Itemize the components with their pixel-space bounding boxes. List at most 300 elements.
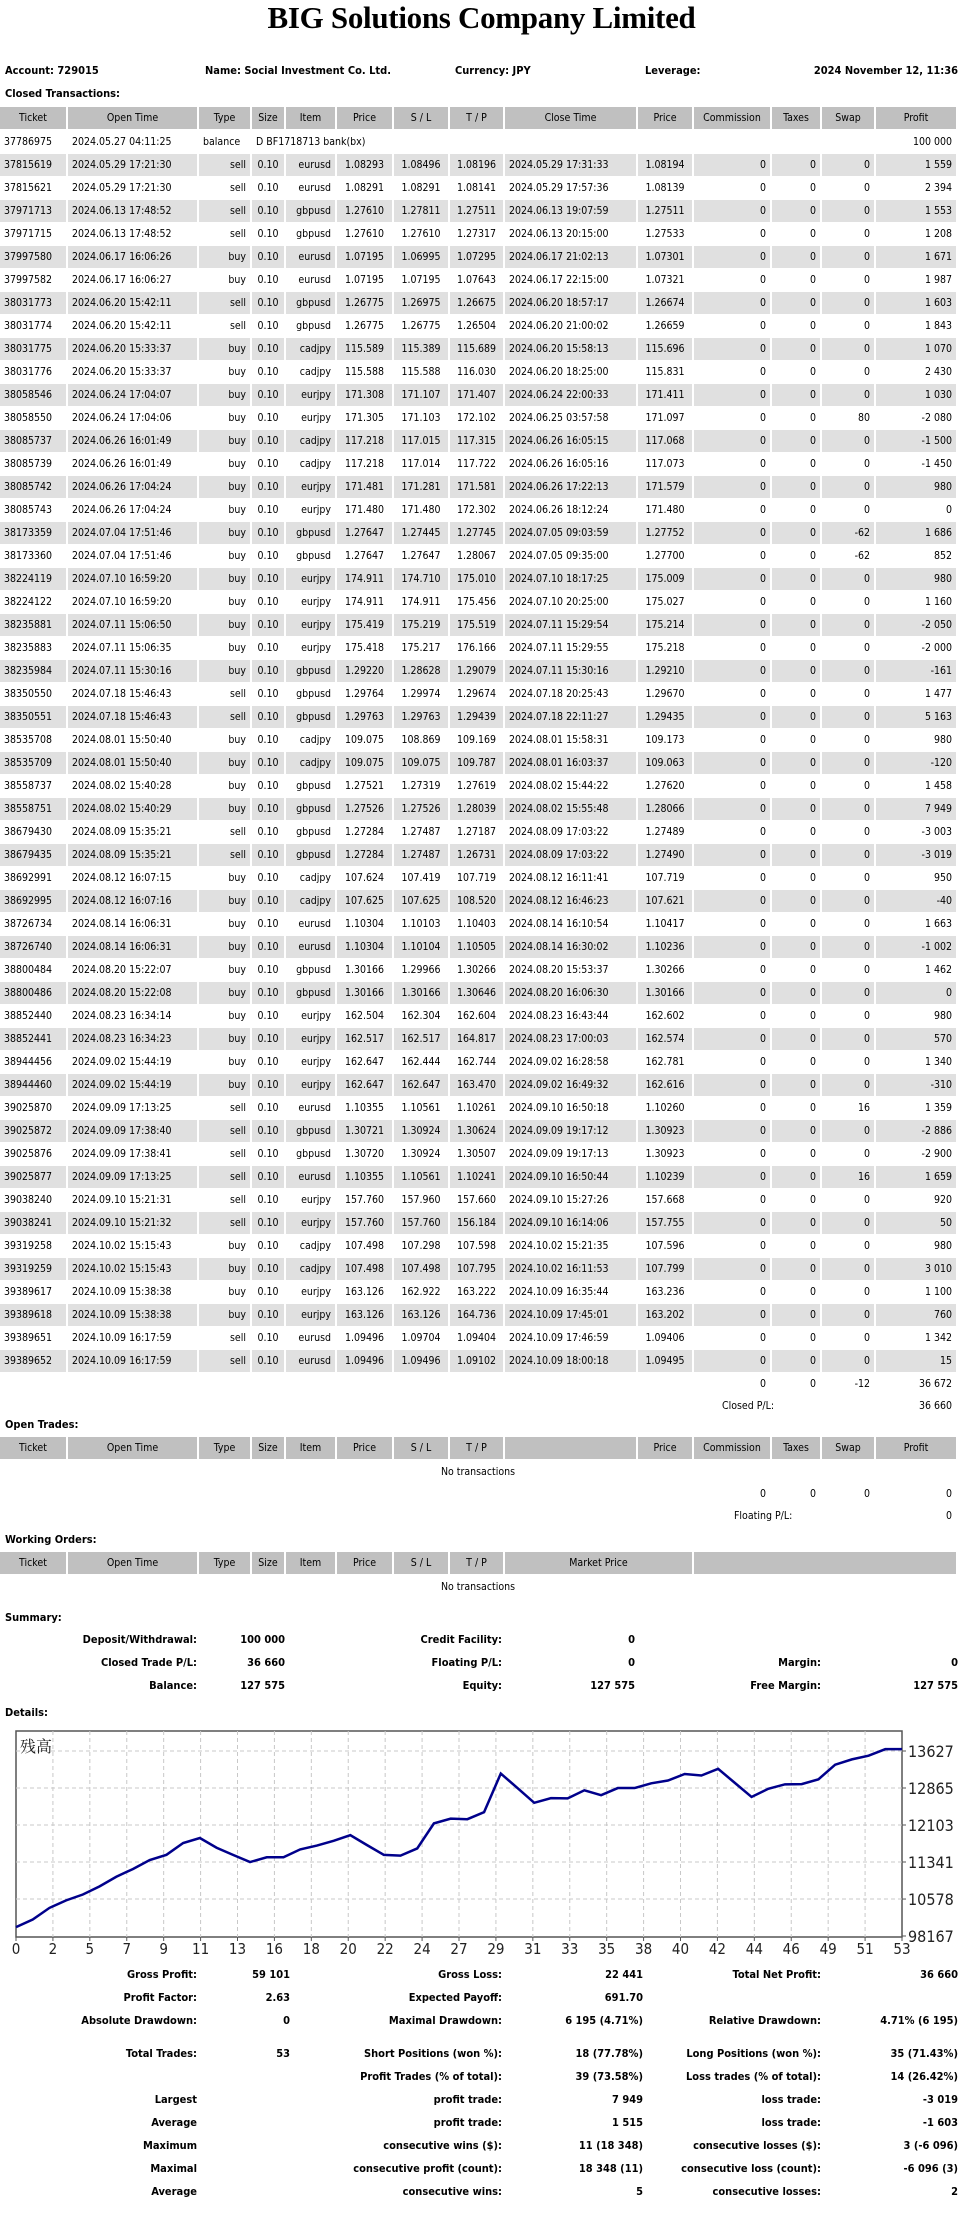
size-cell: 0.10 — [251, 476, 285, 499]
column-header[interactable]: Price — [637, 107, 693, 130]
column-header[interactable]: Ticket — [0, 1437, 67, 1460]
stat-value: 18 (77.78%) — [575, 2047, 643, 2060]
empty-message: No transactions — [0, 1575, 957, 1598]
x-tick-label: 2 — [48, 1940, 58, 1957]
swap-cell: 0 — [821, 1074, 875, 1097]
close-price-cell: 117.068 — [637, 430, 693, 453]
size-cell: 0.10 — [251, 453, 285, 476]
stat-value: 14 (26.42%) — [890, 2070, 958, 2083]
table-header-row — [0, 1437, 957, 1460]
ticket-cell: 38558737 — [0, 775, 67, 798]
table-row — [0, 844, 957, 867]
column-header[interactable]: Size — [251, 1437, 285, 1460]
profit-cell: 1 663 — [875, 913, 957, 936]
open-time-cell: 2024.06.13 17:48:52 — [67, 200, 198, 223]
open-price-cell: 162.517 — [336, 1028, 393, 1051]
column-header[interactable]: Item — [285, 107, 336, 130]
type-cell: buy — [198, 913, 251, 936]
ticket-cell: 38031774 — [0, 315, 67, 338]
ticket-cell: 38085743 — [0, 499, 67, 522]
stat-value: 36 660 — [920, 1968, 958, 1981]
column-header[interactable]: Price — [336, 1437, 393, 1460]
column-header[interactable]: Taxes — [771, 107, 821, 130]
closed-trade-pl-value: 36 660 — [247, 1656, 285, 1669]
open-price-cell: 1.27526 — [336, 798, 393, 821]
item-cell: eurjpy — [285, 407, 336, 430]
column-header[interactable]: Open Time — [67, 1552, 198, 1575]
column-header[interactable]: Type — [198, 1552, 251, 1575]
tp-cell: 156.184 — [449, 1212, 504, 1235]
commission-cell: 0 — [693, 1143, 771, 1166]
close-price-cell: 1.30166 — [637, 982, 693, 1005]
swap-cell: 0 — [821, 1120, 875, 1143]
open-price-cell: 1.10355 — [336, 1166, 393, 1189]
type-cell: buy — [198, 982, 251, 1005]
column-header[interactable]: Size — [251, 107, 285, 130]
type-cell: buy — [198, 1051, 251, 1074]
close-time-cell: 2024.06.26 16:05:15 — [504, 430, 637, 453]
ticket-cell: 38800486 — [0, 982, 67, 1005]
sl-cell: 171.103 — [393, 407, 449, 430]
table-row — [0, 1074, 957, 1097]
close-time-cell: 2024.10.09 17:46:59 — [504, 1327, 637, 1350]
item-cell: cadjpy — [285, 453, 336, 476]
taxes-cell: 0 — [771, 1235, 821, 1258]
open-time-cell: 2024.10.09 16:17:59 — [67, 1327, 198, 1350]
column-header[interactable]: T / P — [449, 1437, 504, 1460]
column-header[interactable]: Ticket — [0, 107, 67, 130]
tp-cell: 1.26731 — [449, 844, 504, 867]
commission-cell: 0 — [693, 453, 771, 476]
ticket-cell: 38058550 — [0, 407, 67, 430]
open-time-cell: 2024.05.27 04:11:25 — [67, 130, 198, 154]
type-cell: sell — [198, 1166, 251, 1189]
balance-label: Balance: — [149, 1679, 197, 1692]
size-cell: 0.10 — [251, 223, 285, 246]
sl-cell: 1.26975 — [393, 292, 449, 315]
stat-value: 1 515 — [612, 2116, 643, 2129]
open-price-cell: 1.08293 — [336, 154, 393, 177]
type-cell: buy — [198, 384, 251, 407]
column-header[interactable]: Commission — [693, 107, 771, 130]
tp-cell: 163.470 — [449, 1074, 504, 1097]
profit-cell: -3 019 — [875, 844, 957, 867]
profit-cell: -2 050 — [875, 614, 957, 637]
column-header[interactable]: Price — [637, 1437, 693, 1460]
taxes-cell: 0 — [771, 338, 821, 361]
ticket-cell: 37786975 — [0, 130, 67, 154]
totals-row — [0, 1373, 957, 1396]
ticket-cell: 38173359 — [0, 522, 67, 545]
close-price-cell: 162.602 — [637, 1005, 693, 1028]
open-time-cell: 2024.07.11 15:06:35 — [67, 637, 198, 660]
x-tick-label: 22 — [376, 1940, 394, 1957]
open-time-cell: 2024.08.20 15:22:08 — [67, 982, 198, 1005]
open-time-cell: 2024.07.11 15:30:16 — [67, 660, 198, 683]
type-cell: sell — [198, 821, 251, 844]
profit-cell: 1 477 — [875, 683, 957, 706]
taxes-cell: 0 — [771, 982, 821, 1005]
type-cell: buy — [198, 476, 251, 499]
open-price-cell: 174.911 — [336, 568, 393, 591]
taxes-cell: 0 — [771, 1143, 821, 1166]
column-header[interactable]: T / P — [449, 107, 504, 130]
close-price-cell: 175.218 — [637, 637, 693, 660]
tp-cell: 1.27187 — [449, 821, 504, 844]
stat-value: -1 603 — [922, 2116, 958, 2129]
tp-cell: 1.26675 — [449, 292, 504, 315]
size-cell: 0.10 — [251, 522, 285, 545]
taxes-cell: 0 — [771, 200, 821, 223]
commission-cell: 0 — [693, 798, 771, 821]
close-time-cell: 2024.06.17 21:02:13 — [504, 246, 637, 269]
total-commission: 0 — [693, 1373, 771, 1396]
column-header[interactable]: Profit — [875, 1437, 957, 1460]
type-cell: buy — [198, 867, 251, 890]
commission-cell: 0 — [693, 361, 771, 384]
open-time-cell: 2024.07.10 16:59:20 — [67, 568, 198, 591]
tp-cell: 1.26504 — [449, 315, 504, 338]
column-header[interactable]: Swap — [821, 107, 875, 130]
open-time-cell: 2024.10.09 15:38:38 — [67, 1304, 198, 1327]
margin-label: Margin: — [778, 1656, 821, 1669]
swap-cell: 0 — [821, 177, 875, 200]
item-cell: eurjpy — [285, 1074, 336, 1097]
close-price-cell: 107.719 — [637, 867, 693, 890]
ticket-cell: 38173360 — [0, 545, 67, 568]
item-cell: eurusd — [285, 1097, 336, 1120]
floating-pl-label: Floating P/L: — [431, 1656, 502, 1669]
item-cell: eurjpy — [285, 1028, 336, 1051]
item-cell: eurusd — [285, 936, 336, 959]
column-header[interactable]: Close Time — [504, 107, 637, 130]
column-header[interactable]: Open Time — [67, 107, 198, 130]
item-cell: eurjpy — [285, 1281, 336, 1304]
type-cell: buy — [198, 729, 251, 752]
close-time-cell: 2024.06.20 18:57:17 — [504, 292, 637, 315]
stat-label: consecutive loss (count): — [681, 2162, 821, 2175]
size-cell: 0.10 — [251, 890, 285, 913]
close-price-cell: 171.480 — [637, 499, 693, 522]
commission-cell: 0 — [693, 1120, 771, 1143]
open-price-cell: 157.760 — [336, 1189, 393, 1212]
ticket-cell: 39025877 — [0, 1166, 67, 1189]
commission-cell: 0 — [693, 1304, 771, 1327]
open-time-cell: 2024.07.04 17:51:46 — [67, 545, 198, 568]
sl-cell: 174.710 — [393, 568, 449, 591]
open-price-cell: 1.10304 — [336, 936, 393, 959]
type-cell: sell — [198, 177, 251, 200]
size-cell: 0.10 — [251, 1074, 285, 1097]
size-cell: 0.10 — [251, 1212, 285, 1235]
type-cell: buy — [198, 936, 251, 959]
type-cell: sell — [198, 223, 251, 246]
item-cell: eurjpy — [285, 1304, 336, 1327]
commission-cell: 0 — [693, 752, 771, 775]
taxes-cell: 0 — [771, 1350, 821, 1373]
tp-cell: 1.30646 — [449, 982, 504, 1005]
taxes-cell: 0 — [771, 154, 821, 177]
profit-cell: 1 559 — [875, 154, 957, 177]
close-price-cell: 107.621 — [637, 890, 693, 913]
column-header[interactable]: Item — [285, 1437, 336, 1460]
column-header[interactable]: T / P — [449, 1552, 504, 1575]
x-tick-label: 5 — [85, 1940, 95, 1957]
column-header[interactable]: S / L — [393, 1552, 449, 1575]
tp-cell: 1.30507 — [449, 1143, 504, 1166]
swap-cell: 0 — [821, 982, 875, 1005]
stat-label: Maximal — [150, 2162, 197, 2175]
ticket-cell: 38944456 — [0, 1051, 67, 1074]
commission-cell: 0 — [693, 476, 771, 499]
size-cell: 0.10 — [251, 154, 285, 177]
taxes-cell: 0 — [771, 1028, 821, 1051]
column-header[interactable]: Price — [336, 107, 393, 130]
column-header-blank — [693, 1552, 957, 1575]
table-row — [0, 1350, 957, 1373]
tp-cell: 175.010 — [449, 568, 504, 591]
type-cell: sell — [198, 315, 251, 338]
close-price-cell: 115.696 — [637, 338, 693, 361]
column-header[interactable]: S / L — [393, 107, 449, 130]
stat-label: Gross Loss: — [438, 1968, 502, 1981]
stat-value: 11 (18 348) — [578, 2139, 643, 2152]
size-cell: 0.10 — [251, 913, 285, 936]
sl-cell: 162.444 — [393, 1051, 449, 1074]
table-row — [0, 246, 957, 269]
stat-label: profit trade: — [433, 2116, 502, 2129]
sl-cell: 162.922 — [393, 1281, 449, 1304]
profit-cell: 100 000 — [875, 130, 957, 154]
open-price-cell: 115.588 — [336, 361, 393, 384]
table-row — [0, 637, 957, 660]
table-row — [0, 591, 957, 614]
commission-cell: 0 — [693, 1235, 771, 1258]
table-row — [0, 1281, 957, 1304]
taxes-cell: 0 — [771, 683, 821, 706]
commission-cell: 0 — [693, 660, 771, 683]
taxes-cell: 0 — [771, 1097, 821, 1120]
column-header[interactable]: Item — [285, 1552, 336, 1575]
tp-cell: 1.10403 — [449, 913, 504, 936]
tp-cell: 107.719 — [449, 867, 504, 890]
ticket-cell: 38350550 — [0, 683, 67, 706]
column-header[interactable] — [504, 1437, 637, 1460]
column-header[interactable]: Ticket — [0, 1552, 67, 1575]
floating-pl-value: 0 — [875, 1505, 957, 1527]
stat-label: Average — [151, 2116, 197, 2129]
column-header[interactable]: Open Time — [67, 1437, 198, 1460]
swap-cell: 0 — [821, 913, 875, 936]
closed-pl-label: Closed P/L: — [693, 1395, 875, 1417]
stat-value: 18 348 (11) — [578, 2162, 643, 2175]
item-cell: cadjpy — [285, 361, 336, 384]
tp-cell: 1.10261 — [449, 1097, 504, 1120]
commission-cell: 0 — [693, 1189, 771, 1212]
sl-cell: 115.389 — [393, 338, 449, 361]
table-row — [0, 798, 957, 821]
profit-cell: 852 — [875, 545, 957, 568]
close-time-cell: 2024.09.09 19:17:13 — [504, 1143, 637, 1166]
swap-cell: 16 — [821, 1166, 875, 1189]
open-time-cell: 2024.10.09 16:17:59 — [67, 1350, 198, 1373]
open-time-cell: 2024.08.01 15:50:40 — [67, 729, 198, 752]
total-swap: -12 — [821, 1373, 875, 1396]
close-time-cell: 2024.06.25 03:57:58 — [504, 407, 637, 430]
size-cell: 0.10 — [251, 1281, 285, 1304]
open-price-cell: 175.418 — [336, 637, 393, 660]
x-tick-label: 42 — [708, 1940, 727, 1957]
ticket-cell: 38692991 — [0, 867, 67, 890]
profit-cell: -310 — [875, 1074, 957, 1097]
size-cell: 0.10 — [251, 315, 285, 338]
item-cell: gbpusd — [285, 660, 336, 683]
profit-cell: 7 949 — [875, 798, 957, 821]
open-price-cell: 174.911 — [336, 591, 393, 614]
sl-cell: 107.419 — [393, 867, 449, 890]
column-header[interactable]: Taxes — [771, 1437, 821, 1460]
commission-cell: 0 — [693, 246, 771, 269]
close-price-cell: 163.236 — [637, 1281, 693, 1304]
type-cell: sell — [198, 683, 251, 706]
item-cell: eurusd — [285, 177, 336, 200]
close-time-cell: 2024.06.17 22:15:00 — [504, 269, 637, 292]
type-cell: balance — [198, 130, 251, 154]
ticket-cell: 38085742 — [0, 476, 67, 499]
swap-cell: 0 — [821, 453, 875, 476]
close-time-cell: 2024.06.26 16:05:16 — [504, 453, 637, 476]
close-price-cell: 1.29435 — [637, 706, 693, 729]
ticket-cell: 38085739 — [0, 453, 67, 476]
taxes-cell: 0 — [771, 1281, 821, 1304]
type-cell: sell — [198, 200, 251, 223]
ticket-cell: 39025876 — [0, 1143, 67, 1166]
commission-cell: 0 — [693, 315, 771, 338]
sl-cell: 1.27487 — [393, 821, 449, 844]
close-time-cell: 2024.07.11 15:29:55 — [504, 637, 637, 660]
ticket-cell: 38350551 — [0, 706, 67, 729]
y-tick-label: 12865 — [908, 1778, 954, 1798]
table-row — [0, 982, 957, 1005]
close-time-cell: 2024.07.05 09:03:59 — [504, 522, 637, 545]
item-cell: gbpusd — [285, 821, 336, 844]
item-cell: eurusd — [285, 1166, 336, 1189]
profit-cell: 980 — [875, 568, 957, 591]
open-price-cell: 1.27647 — [336, 545, 393, 568]
close-price-cell: 1.09495 — [637, 1350, 693, 1373]
type-cell: buy — [198, 1235, 251, 1258]
swap-cell: 0 — [821, 591, 875, 614]
column-header[interactable]: Price — [336, 1552, 393, 1575]
commission-cell: 0 — [693, 154, 771, 177]
close-price-cell: 1.29670 — [637, 683, 693, 706]
tp-cell: 115.689 — [449, 338, 504, 361]
close-time-cell: 2024.09.10 16:50:44 — [504, 1166, 637, 1189]
close-time-cell: 2024.07.18 20:25:43 — [504, 683, 637, 706]
item-cell: eurjpy — [285, 1051, 336, 1074]
size-cell: 0.10 — [251, 867, 285, 890]
column-header[interactable]: Market Price — [504, 1552, 693, 1575]
commission-cell: 0 — [693, 384, 771, 407]
table-row — [0, 1097, 957, 1120]
tp-cell: 1.09404 — [449, 1327, 504, 1350]
profit-cell: 3 010 — [875, 1258, 957, 1281]
stat-value: 59 101 — [252, 1968, 290, 1981]
sl-cell: 1.10561 — [393, 1097, 449, 1120]
item-cell: eurusd — [285, 913, 336, 936]
table-row — [0, 614, 957, 637]
summary-title: Summary: — [5, 1611, 62, 1624]
open-time-cell: 2024.07.04 17:51:46 — [67, 522, 198, 545]
close-time-cell: 2024.07.10 18:17:25 — [504, 568, 637, 591]
ticket-cell: 38031776 — [0, 361, 67, 384]
total-taxes: 0 — [771, 1373, 821, 1396]
swap-cell: -62 — [821, 545, 875, 568]
open-price-cell: 163.126 — [336, 1281, 393, 1304]
balance-value: 127 575 — [240, 1679, 285, 1692]
table-row — [0, 821, 957, 844]
size-cell: 0.10 — [251, 683, 285, 706]
profit-cell: -120 — [875, 752, 957, 775]
open-time-cell: 2024.08.02 15:40:28 — [67, 775, 198, 798]
size-cell: 0.10 — [251, 292, 285, 315]
column-header[interactable]: Type — [198, 107, 251, 130]
size-cell: 0.10 — [251, 637, 285, 660]
column-header[interactable]: Commission — [693, 1437, 771, 1460]
ticket-cell: 38852441 — [0, 1028, 67, 1051]
swap-cell: 0 — [821, 384, 875, 407]
close-time-cell: 2024.08.12 16:11:41 — [504, 867, 637, 890]
column-header[interactable]: Type — [198, 1437, 251, 1460]
x-tick-label: 13 — [228, 1940, 247, 1957]
tp-cell: 1.30266 — [449, 959, 504, 982]
item-cell: eurjpy — [285, 568, 336, 591]
column-header[interactable]: Size — [251, 1552, 285, 1575]
swap-cell: 0 — [821, 729, 875, 752]
table-row — [0, 1258, 957, 1281]
open-price-cell: 1.27610 — [336, 223, 393, 246]
size-cell: 0.10 — [251, 177, 285, 200]
close-time-cell: 2024.06.20 21:00:02 — [504, 315, 637, 338]
column-header[interactable]: S / L — [393, 1437, 449, 1460]
close-time-cell: 2024.09.09 19:17:12 — [504, 1120, 637, 1143]
table-row — [0, 1166, 957, 1189]
type-cell: sell — [198, 1189, 251, 1212]
close-price-cell: 1.28066 — [637, 798, 693, 821]
commission-cell: 0 — [693, 1350, 771, 1373]
sl-cell: 1.29763 — [393, 706, 449, 729]
close-time-cell: 2024.07.18 22:11:27 — [504, 706, 637, 729]
close-price-cell: 162.781 — [637, 1051, 693, 1074]
table-row — [0, 522, 957, 545]
open-time-cell: 2024.09.09 17:13:25 — [67, 1097, 198, 1120]
column-header[interactable]: Profit — [875, 107, 957, 130]
open-time-cell: 2024.06.24 17:04:07 — [67, 384, 198, 407]
swap-cell: 0 — [821, 844, 875, 867]
profit-cell: 980 — [875, 1235, 957, 1258]
tp-cell: 162.604 — [449, 1005, 504, 1028]
ticket-cell: 38224122 — [0, 591, 67, 614]
close-time-cell: 2024.08.02 15:55:48 — [504, 798, 637, 821]
type-cell: buy — [198, 591, 251, 614]
column-header[interactable]: Swap — [821, 1437, 875, 1460]
ticket-cell: 38800484 — [0, 959, 67, 982]
size-cell: 0.10 — [251, 982, 285, 1005]
open-price-cell: 175.419 — [336, 614, 393, 637]
ticket-cell: 38679435 — [0, 844, 67, 867]
swap-cell: 0 — [821, 1005, 875, 1028]
close-price-cell: 157.668 — [637, 1189, 693, 1212]
